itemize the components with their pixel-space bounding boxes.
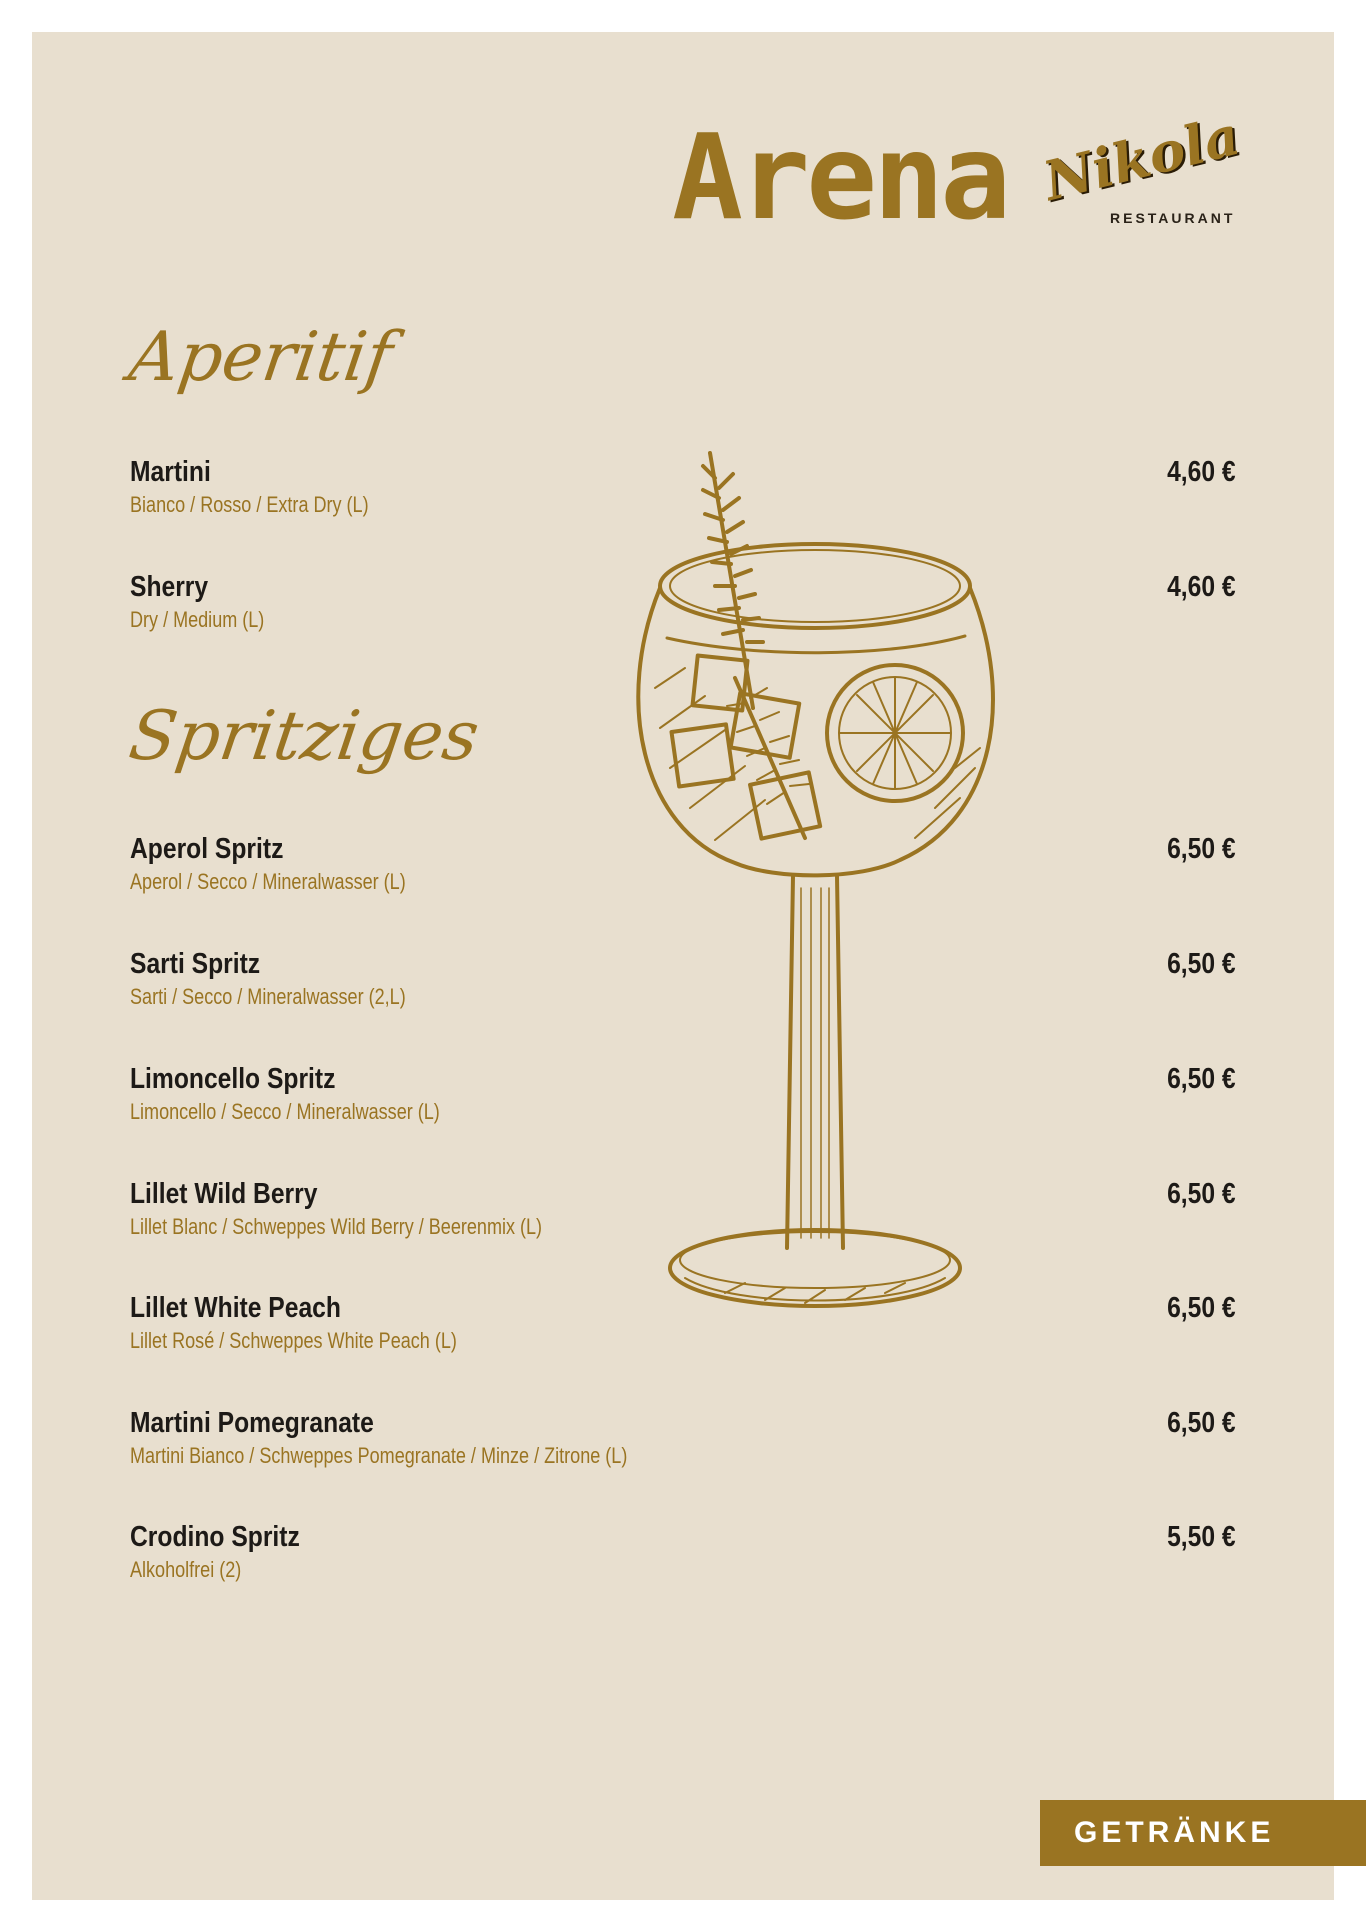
item-name: Sherry xyxy=(130,571,209,603)
item-name: Limoncello Spritz xyxy=(130,1063,336,1095)
item-description: Lillet Rosé / Schweppes White Peach (L) xyxy=(130,1328,457,1353)
logo-subtitle: RESTAURANT xyxy=(1110,210,1236,226)
menu-item xyxy=(130,1520,1236,1584)
item-price: 4,60 € xyxy=(1167,456,1236,488)
cocktail-glass-illustration xyxy=(615,448,1015,1368)
section-title-aperitif: Aperitif xyxy=(124,318,397,397)
item-price: 6,50 € xyxy=(1167,1292,1236,1324)
item-description: Lillet Blanc / Schweppes Wild Berry / Beerenmix (L) xyxy=(130,1214,543,1239)
logo-script-text: Nikola xyxy=(1037,102,1246,214)
item-name: Lillet White Peach xyxy=(130,1292,341,1324)
item-description: Bianco / Rosso / Extra Dry (L) xyxy=(130,492,369,517)
item-name: Crodino Spritz xyxy=(130,1521,300,1553)
item-price: 6,50 € xyxy=(1167,948,1236,980)
item-name: Aperol Spritz xyxy=(130,833,284,865)
item-price: 4,60 € xyxy=(1167,571,1236,603)
item-price: 6,50 € xyxy=(1167,1063,1236,1095)
restaurant-logo xyxy=(672,102,1246,246)
item-description: Alkoholfrei (2) xyxy=(130,1557,242,1582)
item-name: Sarti Spritz xyxy=(130,948,261,980)
item-price: 6,50 € xyxy=(1167,833,1236,865)
item-description: Limoncello / Secco / Mineralwasser (L) xyxy=(130,1099,440,1124)
section-title-spritziges: Spritziges xyxy=(124,697,484,776)
item-price: 5,50 € xyxy=(1167,1521,1236,1553)
menu-item xyxy=(130,1406,1236,1470)
item-description: Dry / Medium (L) xyxy=(130,607,265,632)
item-price: 6,50 € xyxy=(1167,1407,1236,1439)
category-tab-getraenke[interactable]: GETRÄNKE xyxy=(1040,1800,1366,1866)
item-name: Lillet Wild Berry xyxy=(130,1178,318,1210)
item-description: Martini Bianco / Schweppes Pomegranate / Minze / Zitrone (L) xyxy=(130,1443,628,1468)
item-description: Aperol / Secco / Mineralwasser (L) xyxy=(130,869,406,894)
item-name: Martini xyxy=(130,456,211,488)
logo-main-text: Arena xyxy=(672,108,1008,246)
item-price: 6,50 € xyxy=(1167,1178,1236,1210)
item-name: Martini Pomegranate xyxy=(130,1407,374,1439)
item-description: Sarti / Secco / Mineralwasser (2,L) xyxy=(130,984,406,1009)
